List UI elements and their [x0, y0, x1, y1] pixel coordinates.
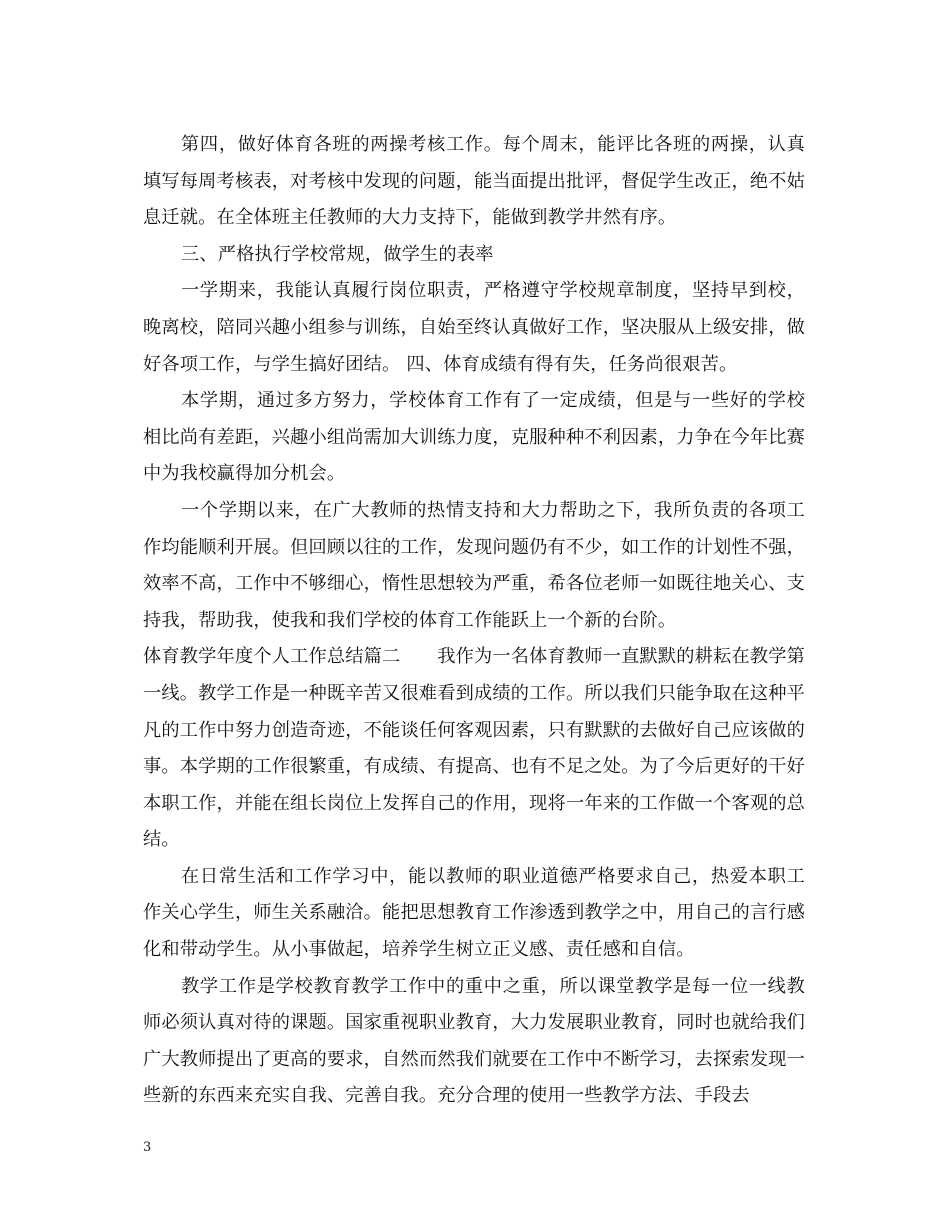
page-number: 3 — [143, 1140, 152, 1155]
section-heading-rules: 三、严格执行学校常规，做学生的表率 — [181, 243, 494, 265]
paragraph-duties: 一学期来，我能认真履行岗位职责，严格遵守学校规章制度，坚持早到校，晚离校，陪同兴趣小组参与训练，自始至终认真做好工作，坚决服从上级安排，做好各项工作，与学生搞好团结。 四、体育成绩有得有失，任务尚很艰苦。 — [143, 280, 805, 375]
paragraph-part-two-intro: 体育教学年度个人工作总结篇二 我作为一名体育教师一直默默的耕耘在教学第一线。教学工作是一种既辛苦又很难看到成绩的工作。所以我们只能争取在这种平凡的工作中努力创造奇迹，不能谈任何客观因素，只有默默的去做好自己应该做的事。本学期的工作很繁重，有成绩、有提高、也有不足之处。为了今后更好的干好本职工作，并能在组长岗位上发挥自己的作用，现将一年来的工作做一个客观的总结。 — [143, 646, 805, 851]
paragraph-semester-review: 一个学期以来，在广大教师的热情支持和大力帮助之下，我所负责的各项工作均能顺利开展。但回顾以往的工作，发现问题仍有不少，如工作的计划性不强，效率不高，工作中不够细心，惰性思想较为严重，希各位老师一如既往地关心、支持我，帮助我，使我和我们学校的体育工作能跃上一个新的台阶。 — [143, 499, 805, 631]
paragraph-exam-work: 第四，做好体育各班的两操考核工作。每个周末，能评比各班的两操，认真填写每周考核表，对考核中发现的问题，能当面提出批评，督促学生改正，绝不姑息迁就。在全体班主任教师的大力支持下，能做到教学井然有序。 — [143, 134, 805, 229]
paragraph-results: 本学期，通过多方努力，学校体育工作有了一定成绩，但是与一些好的学校相比尚有差距，兴趣小组尚需加大训练力度，克服种种不利因素，力争在今年比赛中为我校赢得加分机会。 — [143, 390, 805, 485]
document-body — [143, 127, 805, 1115]
paragraph-teaching: 教学工作是学校教育教学工作中的重中之重，所以课堂教学是每一位一线教师必须认真对待的课题。国家重视职业教育，大力发展职业教育，同时也就给我们广大教师提出了更高的要求，自然而然我们就要在工作中不断学习，去探索发现一些新的东西来充实自我、完善自我。充分合理的使用一些教学方法、手段去 — [143, 975, 805, 1107]
paragraph-ethics: 在日常生活和工作学习中，能以教师的职业道德严格要求自己，热爱本职工作关心学生，师生关系融洽。能把思想教育工作渗透到教学之中，用自己的言行感化和带动学生。从小事做起，培养学生树立正义感、责任感和自信。 — [143, 865, 805, 961]
